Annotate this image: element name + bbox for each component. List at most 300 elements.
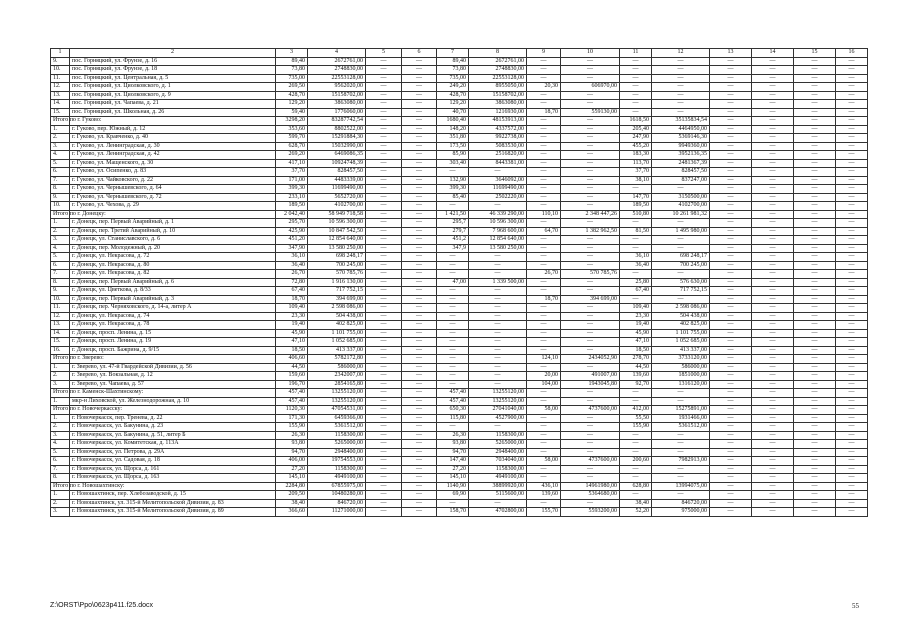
table-cell: — (527, 321, 561, 330)
table-cell: — (620, 389, 652, 398)
table-cell: — (836, 372, 868, 381)
table-cell: 3952136,35 (652, 151, 710, 160)
table-cell: — (710, 168, 752, 177)
table-cell: 1. (51, 397, 70, 406)
table-cell: — (561, 168, 620, 177)
table-cell: — (710, 363, 752, 372)
table-cell: 38,40 (620, 499, 652, 508)
table-row (51, 185, 868, 194)
table-cell: — (752, 482, 794, 491)
table-cell: 26,70 (276, 270, 308, 279)
table-cell: — (794, 508, 836, 517)
table-cell: 4737600,00 (561, 457, 620, 466)
table-cell: — (561, 151, 620, 160)
table-cell: — (794, 66, 836, 75)
table-cell: 124,10 (527, 355, 561, 364)
table-cell: 4483339,00 (308, 176, 366, 185)
table-cell: 5265000,00 (308, 440, 366, 449)
table-cell: 1. (51, 491, 70, 500)
table-cell: 5. (51, 159, 70, 168)
table-cell: — (366, 159, 402, 168)
table-cell: 570 785,76 (308, 270, 366, 279)
table-cell: 3863080,00 (469, 100, 527, 109)
table-cell: — (402, 363, 437, 372)
table-cell: 406,60 (276, 355, 308, 364)
table-cell: 451,2 (437, 236, 469, 245)
table-cell: 9. (51, 193, 70, 202)
table-cell: — (527, 159, 561, 168)
table-cell: — (561, 321, 620, 330)
table-cell: 2 348 447,26 (561, 210, 620, 219)
table-cell: 36,10 (620, 253, 652, 262)
table-cell: — (710, 227, 752, 236)
table-cell: 173,50 (437, 142, 469, 151)
table-cell: — (836, 261, 868, 270)
table-row (51, 457, 868, 466)
table-row (51, 499, 868, 508)
table-cell: пос. Горняцкий, ул. Центральная, д. 5 (70, 74, 276, 83)
table-cell: 115,80 (437, 414, 469, 423)
table-cell: 12 854 640,00 (469, 236, 527, 245)
table-cell: 2516820,00 (469, 151, 527, 160)
table-cell: — (752, 210, 794, 219)
table-cell: — (794, 83, 836, 92)
table-cell: 428,70 (437, 91, 469, 100)
table-cell: — (710, 474, 752, 483)
table-cell: — (710, 295, 752, 304)
table-cell: — (710, 406, 752, 415)
table-cell: — (836, 414, 868, 423)
table-cell: — (836, 397, 868, 406)
table-cell: — (710, 108, 752, 117)
table-row (51, 338, 868, 347)
table-cell: — (402, 244, 437, 253)
table-cell: г. Донецк, ул. Некрасова, д. 82 (70, 270, 276, 279)
table-cell: — (620, 397, 652, 406)
table-cell: — (366, 193, 402, 202)
table-cell: — (752, 491, 794, 500)
table-cell: 10 596 300,00 (308, 219, 366, 228)
table-cell: — (752, 159, 794, 168)
table-cell: — (527, 423, 561, 432)
table-cell: — (752, 66, 794, 75)
table-cell: — (366, 176, 402, 185)
table-cell: — (794, 329, 836, 338)
table-cell: — (752, 253, 794, 262)
table-cell: — (794, 74, 836, 83)
table-cell: 1 916 130,00 (308, 278, 366, 287)
table-cell: 18,50 (276, 346, 308, 355)
table-cell: — (469, 312, 527, 321)
table-cell: — (402, 414, 437, 423)
table-cell: — (794, 465, 836, 474)
table-cell: 58,00 (527, 406, 561, 415)
table-cell: 10. (51, 66, 70, 75)
table-cell: 491007,00 (561, 372, 620, 381)
table-cell: — (527, 176, 561, 185)
table-cell: 3150500,00 (652, 193, 710, 202)
table-cell: г. Донецк, ул. Некрасова, д. 80 (70, 261, 276, 270)
table-cell: 25,80 (620, 278, 652, 287)
table-cell: 73,80 (437, 66, 469, 75)
table-cell: — (710, 66, 752, 75)
table-cell: г. Донецк, ул. Цветкова, д. 8/33 (70, 287, 276, 296)
table-cell: 18,50 (620, 346, 652, 355)
table-cell: Итого по г. Зверево: (51, 355, 70, 364)
table-cell: — (402, 474, 437, 483)
table-cell: — (620, 100, 652, 109)
table-cell: 1158300,00 (308, 465, 366, 474)
table-cell: 13994075,00 (652, 482, 710, 491)
table-cell: 147,40 (437, 457, 469, 466)
table-cell: 2 042,40 (276, 210, 308, 219)
subtotal-row (51, 406, 868, 415)
table-cell: 412,00 (620, 406, 652, 415)
table-cell: — (794, 117, 836, 126)
table-cell: — (437, 270, 469, 279)
table-cell: — (527, 202, 561, 211)
table-cell: 147,70 (620, 193, 652, 202)
table-cell: — (402, 142, 437, 151)
table-cell: 129,20 (276, 100, 308, 109)
table-cell: 5364680,00 (561, 491, 620, 500)
table-cell: — (366, 295, 402, 304)
table-cell: 1158300,00 (308, 431, 366, 440)
table-cell: — (527, 346, 561, 355)
table-cell: — (366, 74, 402, 83)
table-cell: — (836, 380, 868, 389)
table-cell: 26,30 (276, 431, 308, 440)
table-cell: — (561, 66, 620, 75)
table-cell: — (710, 491, 752, 500)
table-cell: — (437, 363, 469, 372)
table-cell: 67855975,00 (308, 482, 366, 491)
table-cell: 510,80 (620, 210, 652, 219)
table-cell: 72,80 (276, 278, 308, 287)
table-row (51, 168, 868, 177)
table-cell: 5. (51, 448, 70, 457)
table-cell: — (561, 431, 620, 440)
table-cell: — (620, 244, 652, 253)
table-cell: 155,90 (620, 423, 652, 432)
table-row (51, 159, 868, 168)
table-cell: 586000,00 (652, 363, 710, 372)
table-cell: — (366, 219, 402, 228)
table-cell: 93,80 (437, 440, 469, 449)
table-cell: — (752, 389, 794, 398)
table-cell: — (652, 448, 710, 457)
table-cell: 1158300,00 (469, 465, 527, 474)
table-cell: — (794, 355, 836, 364)
table-cell: — (366, 151, 402, 160)
table-cell: — (366, 329, 402, 338)
table-cell: — (836, 202, 868, 211)
table-cell: 189,50 (276, 202, 308, 211)
table-cell: 5083530,00 (469, 142, 527, 151)
table-cell: — (752, 440, 794, 449)
table-cell: — (836, 142, 868, 151)
table-cell: — (402, 270, 437, 279)
table-cell: 3733120,00 (652, 355, 710, 364)
table-cell: г. Новочеркасск, ул. Бакунина, д. 23 (70, 423, 276, 432)
table-cell: — (652, 244, 710, 253)
table-cell: — (710, 125, 752, 134)
table-cell: — (752, 185, 794, 194)
table-cell: — (469, 321, 527, 330)
table-cell: — (794, 423, 836, 432)
table-cell: 303,40 (437, 159, 469, 168)
table-cell: — (836, 151, 868, 160)
table-cell: 436,10 (527, 482, 561, 491)
table-cell: — (469, 270, 527, 279)
column-number: 10 (561, 49, 620, 58)
table-cell: 570 785,76 (561, 270, 620, 279)
table-cell: — (620, 74, 652, 83)
table-cell: — (469, 372, 527, 381)
table-cell: 2948400,00 (308, 448, 366, 457)
table-cell: — (710, 261, 752, 270)
table-cell: 1120,30 (276, 406, 308, 415)
table-cell: — (561, 57, 620, 66)
table-row (51, 193, 868, 202)
table-cell: — (437, 346, 469, 355)
table-cell: — (752, 431, 794, 440)
table-cell: — (366, 482, 402, 491)
table-cell: 1 101 755,00 (652, 329, 710, 338)
table-cell: — (794, 363, 836, 372)
table-cell: — (752, 117, 794, 126)
table-row (51, 91, 868, 100)
table-cell: — (402, 219, 437, 228)
table-cell: 13 580 250,00 (308, 244, 366, 253)
table-cell: 4527900,00 (469, 414, 527, 423)
table-cell: 26,30 (437, 431, 469, 440)
table-cell: — (366, 338, 402, 347)
table-cell: — (752, 499, 794, 508)
table-cell: — (836, 91, 868, 100)
table-cell: 2342007,00 (308, 372, 366, 381)
table-cell: 12 854 640,00 (308, 236, 366, 245)
table-cell: — (366, 406, 402, 415)
table-cell: — (652, 295, 710, 304)
table-cell: 504 438,00 (652, 312, 710, 321)
table-cell: — (836, 287, 868, 296)
table-cell: 295,70 (276, 219, 308, 228)
table-cell: — (836, 270, 868, 279)
table-cell: — (402, 355, 437, 364)
table-cell: 89,40 (437, 57, 469, 66)
table-row (51, 423, 868, 432)
table-cell: — (561, 363, 620, 372)
table-cell: — (794, 278, 836, 287)
table-cell: 353,60 (276, 125, 308, 134)
table-cell: 58,00 (527, 457, 561, 466)
table-cell: — (402, 253, 437, 262)
table-cell: — (366, 508, 402, 517)
table-cell: 55,50 (620, 414, 652, 423)
table-cell: 10 847 542,50 (308, 227, 366, 236)
table-cell: — (752, 448, 794, 457)
table-cell: 4. (51, 440, 70, 449)
table-cell: — (437, 329, 469, 338)
table-cell: 47,10 (620, 338, 652, 347)
table-cell: — (710, 270, 752, 279)
table-row (51, 372, 868, 381)
table-cell: 89,40 (276, 57, 308, 66)
table-cell: — (794, 219, 836, 228)
table-cell: — (402, 108, 437, 117)
table-cell: 5369146,30 (652, 134, 710, 143)
table-cell: 5593200,00 (561, 508, 620, 517)
table-cell: 13 580 250,00 (469, 244, 527, 253)
table-cell: — (710, 312, 752, 321)
table-cell: 27,20 (437, 465, 469, 474)
table-cell: — (836, 57, 868, 66)
table-cell: — (561, 329, 620, 338)
table-cell: Итого по г. Каменск-Шахтинскому: (51, 389, 70, 398)
column-number: 13 (710, 49, 752, 58)
table-cell: — (402, 406, 437, 415)
subtotal-row (51, 210, 868, 219)
table-cell: — (469, 423, 527, 432)
table-cell: — (752, 312, 794, 321)
table-cell: — (836, 219, 868, 228)
table-cell: — (794, 389, 836, 398)
table-cell: 47,00 (437, 278, 469, 287)
table-cell: — (469, 304, 527, 313)
table-cell: 406,00 (276, 457, 308, 466)
table-cell: 6. (51, 168, 70, 177)
table-cell: — (752, 423, 794, 432)
table-cell: 1158300,00 (469, 431, 527, 440)
table-cell: 4737600,00 (561, 406, 620, 415)
table-cell: 3863080,00 (308, 100, 366, 109)
table-cell: — (836, 244, 868, 253)
table-row (51, 329, 868, 338)
table-cell: — (752, 346, 794, 355)
table-row (51, 380, 868, 389)
table-cell: — (561, 159, 620, 168)
table-cell: — (710, 83, 752, 92)
table-cell: — (561, 304, 620, 313)
table-cell: 15032990,00 (308, 142, 366, 151)
table-cell: 576 630,00 (652, 278, 710, 287)
table-cell: 171,30 (276, 414, 308, 423)
table-cell: 559130,00 (561, 108, 620, 117)
table-cell: 457,40 (437, 389, 469, 398)
table-cell: 6459366,00 (308, 414, 366, 423)
table-cell: 92,70 (620, 380, 652, 389)
table-cell: — (710, 202, 752, 211)
table-cell: 26,70 (527, 270, 561, 279)
table-cell: 11. (51, 304, 70, 313)
table-cell: — (469, 253, 527, 262)
table-cell: г. Новочеркасск, ул. Комитетская, д. 113А (70, 440, 276, 449)
table-cell: 399,30 (437, 185, 469, 194)
table-cell: — (794, 457, 836, 466)
table-cell: — (652, 57, 710, 66)
table-cell: — (836, 295, 868, 304)
table-cell: — (469, 261, 527, 270)
table-cell: 15291884,30 (308, 134, 366, 143)
table-cell: 1216930,00 (469, 108, 527, 117)
table-cell: — (366, 270, 402, 279)
table-cell: — (752, 125, 794, 134)
table-cell: пос. Горняцкий, ул. Школьная, д. 26 (70, 108, 276, 117)
table-row (51, 202, 868, 211)
table-cell: — (437, 372, 469, 381)
table-cell: — (620, 465, 652, 474)
table-cell: 698 248,17 (652, 253, 710, 262)
table-cell: 8. (51, 278, 70, 287)
table-cell: — (752, 465, 794, 474)
table-cell: — (836, 406, 868, 415)
table-cell: — (710, 219, 752, 228)
table-cell: 139,60 (620, 372, 652, 381)
table-cell: — (402, 448, 437, 457)
table-cell: — (561, 338, 620, 347)
table-cell: 129,20 (437, 100, 469, 109)
table-cell: — (561, 389, 620, 398)
table-cell: 14. (51, 329, 70, 338)
table-cell: 5652720,00 (308, 193, 366, 202)
table-cell: — (366, 355, 402, 364)
table-cell: 10924748,39 (308, 159, 366, 168)
table-cell: 36,40 (276, 261, 308, 270)
table-cell: — (402, 440, 437, 449)
table-cell: — (710, 329, 752, 338)
table-cell: — (710, 457, 752, 466)
table-cell: — (752, 355, 794, 364)
table-cell: — (752, 380, 794, 389)
table-cell: — (402, 380, 437, 389)
table-cell: — (836, 329, 868, 338)
table-cell: 10 596 300,00 (469, 219, 527, 228)
table-cell: г. Гуково, ул. Чехова, д. 29 (70, 202, 276, 211)
table-cell: — (794, 414, 836, 423)
table-cell: — (527, 312, 561, 321)
table-cell: — (794, 338, 836, 347)
table-cell: — (652, 270, 710, 279)
table-cell: 3. (51, 142, 70, 151)
table-cell: г. Донецк, пер. Молодежный, д. 20 (70, 244, 276, 253)
column-number: 11 (620, 49, 652, 58)
table-cell: 2. (51, 372, 70, 381)
table-cell: — (366, 261, 402, 270)
table-cell: г. Гуково, пер. Южный, д. 12 (70, 125, 276, 134)
table-cell: 11. (51, 74, 70, 83)
table-cell: — (366, 346, 402, 355)
table-cell: — (752, 193, 794, 202)
table-cell: — (794, 185, 836, 194)
table-row (51, 227, 868, 236)
table-cell: 8955050,00 (469, 83, 527, 92)
table-row (51, 83, 868, 92)
table-cell: — (794, 91, 836, 100)
table-cell: — (794, 448, 836, 457)
table-cell: — (794, 491, 836, 500)
table-cell: — (836, 66, 868, 75)
table-cell: 3. (51, 431, 70, 440)
table-cell: 2748830,00 (308, 66, 366, 75)
table-cell: 7982913,00 (652, 457, 710, 466)
table-cell: — (366, 83, 402, 92)
table-cell: 4. (51, 244, 70, 253)
table-cell: — (527, 57, 561, 66)
table-cell: — (710, 482, 752, 491)
table-cell: — (794, 431, 836, 440)
column-number: 16 (836, 49, 868, 58)
